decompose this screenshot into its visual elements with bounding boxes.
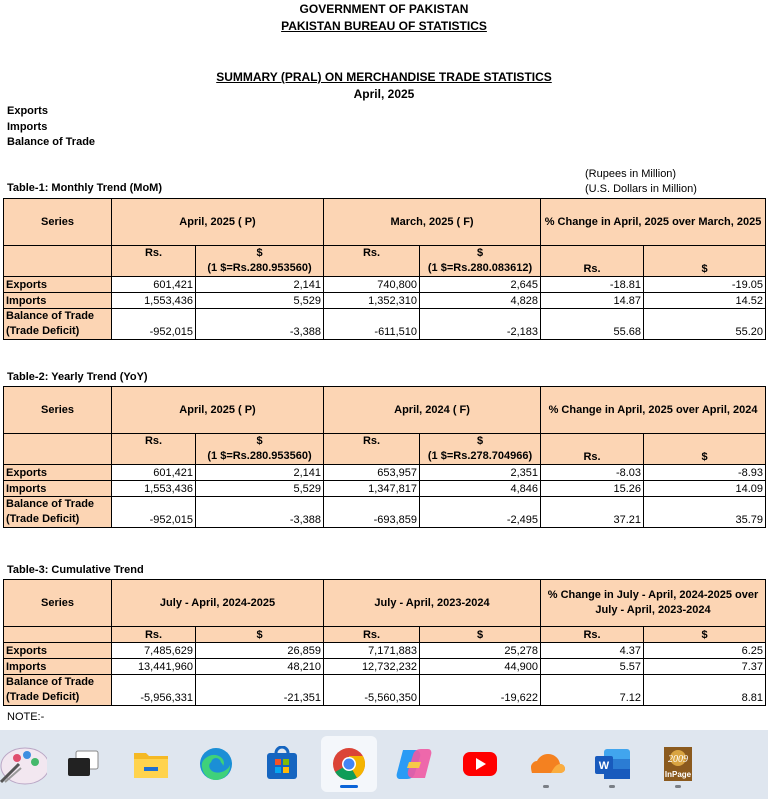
row-label: Exports	[4, 643, 112, 659]
cell: 14.09	[644, 481, 766, 497]
cell: -611,510	[324, 309, 420, 340]
cell: -8.03	[541, 465, 644, 481]
table3-cumulative-trend	[3, 579, 766, 706]
cell: -2,495	[420, 497, 541, 528]
file-explorer-icon	[132, 747, 170, 781]
unit-rupees: (Rupees in Million)	[585, 168, 677, 180]
label-imports: Imports	[7, 121, 48, 133]
rs-header: Rs.	[541, 434, 644, 465]
cell: 55.68	[541, 309, 644, 340]
cell: -693,859	[324, 497, 420, 528]
copilot-icon[interactable]	[386, 736, 442, 792]
cell: 2,645	[420, 277, 541, 293]
row-label: Balance of Trade (Trade Deficit)	[4, 309, 112, 340]
cell: 5,529	[196, 481, 324, 497]
row-label: Balance of Trade (Trade Deficit)	[4, 675, 112, 706]
word-icon	[592, 746, 632, 782]
row-label: Exports	[4, 277, 112, 293]
change-header: % Change in April, 2025 over April, 2024	[541, 387, 766, 434]
cell: 4,828	[420, 293, 541, 309]
cell: -952,015	[112, 309, 196, 340]
spacer-cell	[4, 246, 112, 277]
cell: 14.87	[541, 293, 644, 309]
table2-caption: Table-2: Yearly Trend (YoY)	[7, 371, 148, 383]
series-header: Series	[4, 580, 112, 627]
table-row	[4, 643, 766, 659]
period-a-header: July - April, 2024-2025	[112, 580, 324, 627]
row-label: Imports	[4, 481, 112, 497]
rs-header: Rs.	[324, 434, 420, 465]
note-label: NOTE:-	[7, 711, 45, 723]
cell: -19,622	[420, 675, 541, 706]
cell: -2,183	[420, 309, 541, 340]
cell: 44,900	[420, 659, 541, 675]
table-row	[4, 659, 766, 675]
cell: 7.12	[541, 675, 644, 706]
usd-header: $	[196, 627, 324, 643]
table-row	[4, 497, 766, 528]
period-a-header: April, 2025 ( P)	[112, 199, 324, 246]
edge-icon	[197, 745, 235, 783]
youtube-icon[interactable]	[452, 736, 508, 792]
cell: 1,347,817	[324, 481, 420, 497]
cell: 653,957	[324, 465, 420, 481]
row-label: Imports	[4, 293, 112, 309]
youtube-icon	[461, 750, 499, 778]
table3-caption: Table-3: Cumulative Trend	[7, 564, 144, 576]
spacer-cell	[4, 434, 112, 465]
rs-header: Rs.	[112, 627, 196, 643]
chrome-icon	[330, 745, 368, 783]
cell: -5,560,350	[324, 675, 420, 706]
gov-title: GOVERNMENT OF PAKISTAN	[299, 2, 469, 16]
rs-header: Rs.	[112, 246, 196, 277]
period-b-header: April, 2024 ( F)	[324, 387, 541, 434]
usd-rate-header: $ (1 $=Rs.280.953560)	[196, 434, 324, 465]
cell: 7,485,629	[112, 643, 196, 659]
table1-caption: Table-1: Monthly Trend (MoM)	[7, 182, 163, 194]
table-row	[4, 465, 766, 481]
edge-icon[interactable]	[188, 736, 244, 792]
cell: -3,388	[196, 309, 324, 340]
cell: 2,351	[420, 465, 541, 481]
rs-header: Rs.	[112, 434, 196, 465]
file-explorer-icon[interactable]	[123, 736, 179, 792]
usd-rate-header: $ (1 $=Rs.280.083612)	[420, 246, 541, 277]
change-header: % Change in April, 2025 over March, 2025	[541, 199, 766, 246]
cell: 601,421	[112, 465, 196, 481]
usd-header: $	[644, 627, 766, 643]
cell: 7.37	[644, 659, 766, 675]
inpage-icon-label: InPage	[664, 770, 692, 779]
cell: 7,171,883	[324, 643, 420, 659]
inpage-icon	[658, 744, 698, 784]
cloudflare-icon[interactable]	[518, 736, 574, 792]
series-header: Series	[4, 387, 112, 434]
unit-dollars: (U.S. Dollars in Million)	[585, 183, 697, 195]
inpage-icon[interactable]	[650, 736, 706, 792]
usd-rate-header: $ (1 $=Rs.280.953560)	[196, 246, 324, 277]
table-row	[4, 293, 766, 309]
period-b-header: July - April, 2023-2024	[324, 580, 541, 627]
period-b-header: March, 2025 ( F)	[324, 199, 541, 246]
cell: 55.20	[644, 309, 766, 340]
usd-header: $	[644, 434, 766, 465]
cell: 13,441,960	[112, 659, 196, 675]
word-icon-label: W	[598, 760, 610, 772]
rs-header: Rs.	[541, 246, 644, 277]
cell: 601,421	[112, 277, 196, 293]
table1-monthly-trend	[3, 198, 766, 340]
cell: 1,553,436	[112, 293, 196, 309]
cell: 48,210	[196, 659, 324, 675]
microsoft-store-icon[interactable]	[254, 736, 310, 792]
cell: 25,278	[420, 643, 541, 659]
table-row	[4, 481, 766, 497]
period-a-header: April, 2025 ( P)	[112, 387, 324, 434]
cell: -19.05	[644, 277, 766, 293]
table-row	[4, 675, 766, 706]
rs-header: Rs.	[324, 627, 420, 643]
task-view-icon[interactable]	[55, 736, 111, 792]
table-row	[4, 277, 766, 293]
cell: 1,553,436	[112, 481, 196, 497]
spacer-cell	[4, 627, 112, 643]
chrome-icon[interactable]	[321, 736, 377, 792]
table-row	[4, 309, 766, 340]
cell: 8.81	[644, 675, 766, 706]
cell: -5,956,331	[112, 675, 196, 706]
cell: -18.81	[541, 277, 644, 293]
cell: 2,141	[196, 465, 324, 481]
cell: 4,846	[420, 481, 541, 497]
bureau-title: PAKISTAN BUREAU OF STATISTICS	[281, 19, 487, 33]
cell: -3,388	[196, 497, 324, 528]
change-header: % Change in July - April, 2024-2025 over July - April, 2023-2024	[541, 580, 766, 627]
cell: 2,141	[196, 277, 324, 293]
copilot-icon	[395, 746, 433, 782]
cell: 26,859	[196, 643, 324, 659]
cell: -8.93	[644, 465, 766, 481]
rs-header: Rs.	[541, 627, 644, 643]
paint-app-icon[interactable]	[0, 736, 50, 792]
cell: 37.21	[541, 497, 644, 528]
row-label: Balance of Trade (Trade Deficit)	[4, 497, 112, 528]
usd-rate-header: $ (1 $=Rs.278.704966)	[420, 434, 541, 465]
usd-header: $	[420, 627, 541, 643]
cell: 740,800	[324, 277, 420, 293]
cell: 5,529	[196, 293, 324, 309]
cell: 15.26	[541, 481, 644, 497]
cloudflare-icon	[526, 751, 566, 777]
row-label: Exports	[4, 465, 112, 481]
cell: -952,015	[112, 497, 196, 528]
label-exports: Exports	[7, 105, 48, 117]
label-balance: Balance of Trade	[7, 136, 96, 148]
report-period: April, 2025	[353, 87, 415, 101]
row-label: Imports	[4, 659, 112, 675]
cell: 12,732,232	[324, 659, 420, 675]
cell: -21,351	[196, 675, 324, 706]
series-header: Series	[4, 199, 112, 246]
cell: 6.25	[644, 643, 766, 659]
cell: 14.52	[644, 293, 766, 309]
cell: 35.79	[644, 497, 766, 528]
table2-yearly-trend	[3, 386, 766, 528]
task-view-icon	[65, 749, 101, 779]
paint-app-icon	[0, 742, 47, 786]
report-title: SUMMARY (PRAL) ON MERCHANDISE TRADE STATISTICS	[216, 70, 552, 84]
rs-header: Rs.	[324, 246, 420, 277]
taskbar	[0, 730, 768, 799]
word-icon[interactable]	[584, 736, 640, 792]
cell: 4.37	[541, 643, 644, 659]
cell: 5.57	[541, 659, 644, 675]
cell: 1,352,310	[324, 293, 420, 309]
usd-header: $	[644, 246, 766, 277]
svg-text:2009: 2009	[668, 754, 688, 765]
microsoft-store-icon	[264, 746, 300, 782]
